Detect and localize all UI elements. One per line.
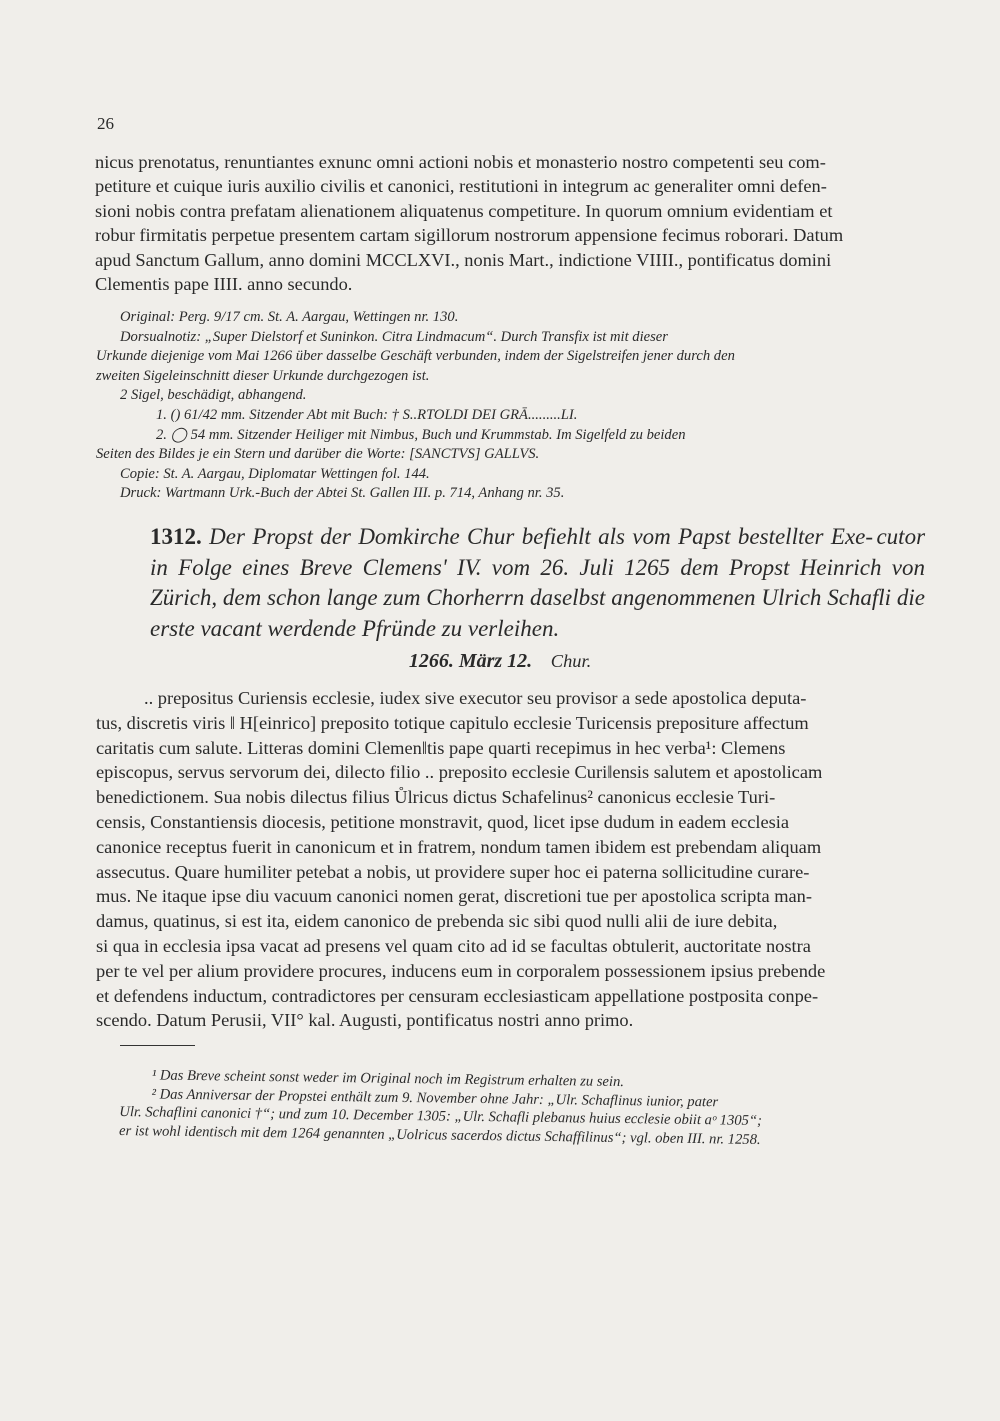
note-line: Druck: Wartmann Urk.-Buch der Abtei St. Gallen III. p. 714, Anhang nr. 35. bbox=[120, 485, 565, 502]
text-line: apud Sanctum Gallum, anno domini MCCLXVI., nonis Mart., indictione VIIII., pontificatus domini bbox=[95, 249, 832, 270]
heading-line: Der Propst der Domkirche Chur befiehlt als vom Papst bestellter Exe- bbox=[209, 524, 874, 549]
note-line: 1. () 61/42 mm. Sitzender Abt mit Buch: † S..RTOLDI DEI GRĀ.........LI. bbox=[156, 406, 578, 423]
note-line: Original: Perg. 9/17 cm. St. A. Aargau, Wettingen nr. 130. bbox=[120, 309, 459, 325]
archival-notes bbox=[96, 308, 925, 504]
text-line: robur firmitatis perpetue presentem cartam sigillorum nostrorum appensione fecimus roborari. Datum bbox=[95, 225, 844, 246]
text-line: nicus prenotatus, renuntiantes exnunc omni actioni nobis et monasterio nostro competenti seu com- bbox=[95, 152, 826, 172]
text-line: canonice receptus fuerit in canonicum et in fratrem, nondum tamen ibidem est prebendam aliquam bbox=[96, 836, 822, 857]
text-line: assecutus. Quare humiliter petebat a nobis, ut providere super hoc ei paterna sollicitudine curare- bbox=[96, 861, 810, 882]
heading-line: die erste vacant werdende Pfründe zu verleihen. bbox=[150, 585, 925, 641]
note-line: Urkunde diejenige vom Mai 1266 über dasselbe Geschäft verbunden, indem der Sigelstreifen jener durch den bbox=[96, 348, 735, 365]
text-line: et defendens inductum, contradictores per censuram ecclesiasticam appellatione postposita conpe- bbox=[96, 985, 819, 1006]
text-line: caritatis cum salute. Litteras domini Clemen‖tis pape quarti recepimus in hec verba¹: Clemens bbox=[96, 737, 786, 758]
page-number: 26 bbox=[97, 114, 114, 133]
footnote-divider bbox=[120, 1045, 195, 1046]
text-line: scendo. Datum Perusii, VII° kal. Augusti, pontificatus nostri anno primo. bbox=[96, 1010, 634, 1031]
text-line: sioni nobis contra prefatam alienationem aliquatenus competiture. In quorum omnium evidentiam et bbox=[95, 200, 833, 221]
text-line: episcopus, servus servorum dei, dilecto filio .. preposito ecclesie Curi‖ensis salutem et apostolicam bbox=[96, 762, 823, 783]
text-line: tus, discretis viris ‖ H[einrico] preposito totique capitulo ecclesie Turicensis prepositure affectum bbox=[96, 712, 809, 733]
text-line: benedictionem. Sua nobis dilectus filius Ůlricus dictus Schafelinus² canonicus ecclesie Turi- bbox=[96, 787, 776, 808]
note-line: Copie: St. A. Aargau, Diplomatar Wettingen fol. 144. bbox=[120, 465, 430, 482]
text-line: si qua in ecclesia ipsa vacat ad presens vel quam cito ad id se facultas obtulerit, auctoritate nostra bbox=[96, 935, 811, 956]
place: Chur. bbox=[550, 651, 592, 671]
text-line: Clementis pape IIII. anno secundo. bbox=[95, 274, 353, 295]
document-number: 1312. bbox=[150, 524, 202, 549]
note-line: Seiten des Bildes je ein Stern und darüber die Worte: [SANCTVS] GALLVS. bbox=[96, 446, 540, 463]
dateline bbox=[0, 650, 1000, 673]
note-line: 2. ◯ 54 mm. Sitzender Heiliger mit Nimbus, Buch und Krummstab. Im Sigelfeld zu beiden bbox=[156, 426, 686, 443]
text-line: petiture et cuique iuris auxilio civilis et canonici, restitutioni in integrum ac generaliter omni defen- bbox=[95, 176, 827, 197]
main-text bbox=[96, 686, 925, 1033]
text-line: .. prepositus Curiensis ecclesie, iudex sive executor seu provisor a sede apostolica deputa- bbox=[144, 688, 807, 708]
document-heading bbox=[150, 522, 925, 644]
text-line: damus, quatinus, si est ita, eidem canonico de prebenda sic sibi quod nulli alii de iure debita, bbox=[96, 911, 778, 932]
footnotes bbox=[119, 1066, 925, 1151]
footnote: ² Das Anniversar der Propstei enthält zum 9. November ohne Jahr: „Ulr. Schaflinus iunior, pater bbox=[151, 1085, 719, 1110]
intro-paragraph bbox=[95, 150, 925, 296]
text-line: per te vel per alium providere procures, inducens eum in corporalem possessionem ipsius prebende bbox=[96, 960, 826, 981]
footnote-line: Ulr. Schaflini canonici †“; und zum 10. December 1305: „Ulr. Schafli plebanus huius ecclesie obiit aᵒ 1305“; bbox=[119, 1103, 763, 1129]
date: 1266. März 12. bbox=[408, 650, 533, 672]
note-line: zweiten Sigeleinschnitt dieser Urkunde durchgezogen ist. bbox=[96, 367, 430, 384]
note-line: Dorsualnotiz: „Super Dielstorf et Suninkon. Citra Lindmacum“. Durch Transfix ist mit dieser bbox=[120, 328, 668, 345]
text-line: mus. Ne itaque ipse diu vacuum canonici nomen gerat, discretioni tue per apostolica scripta man- bbox=[96, 886, 812, 907]
heading-line: von Zürich, dem schon lange zum Chorherrn daselbst angenommenen Ulrich Schafli bbox=[150, 554, 926, 610]
text-line: censis, Constantiensis diocesis, petitione monstravit, quod, licet ipse dudum in eadem ecclesia bbox=[96, 811, 790, 832]
note-line: 2 Sigel, beschädigt, abhangend. bbox=[120, 387, 307, 404]
footnote-line: er ist wohl identisch mit dem 1264 genannten „Uolricus sacerdos dictus Schaffilinus“; vgl. oben III. nr. 1258. bbox=[118, 1122, 761, 1148]
heading-line: cutor in Folge eines Breve Clemens' IV. vom 26. Juli 1265 dem Propst Heinrich bbox=[150, 524, 926, 580]
footnote: ¹ Das Breve scheint sonst weder im Original noch im Registrum erhalten zu sein. bbox=[151, 1067, 625, 1091]
